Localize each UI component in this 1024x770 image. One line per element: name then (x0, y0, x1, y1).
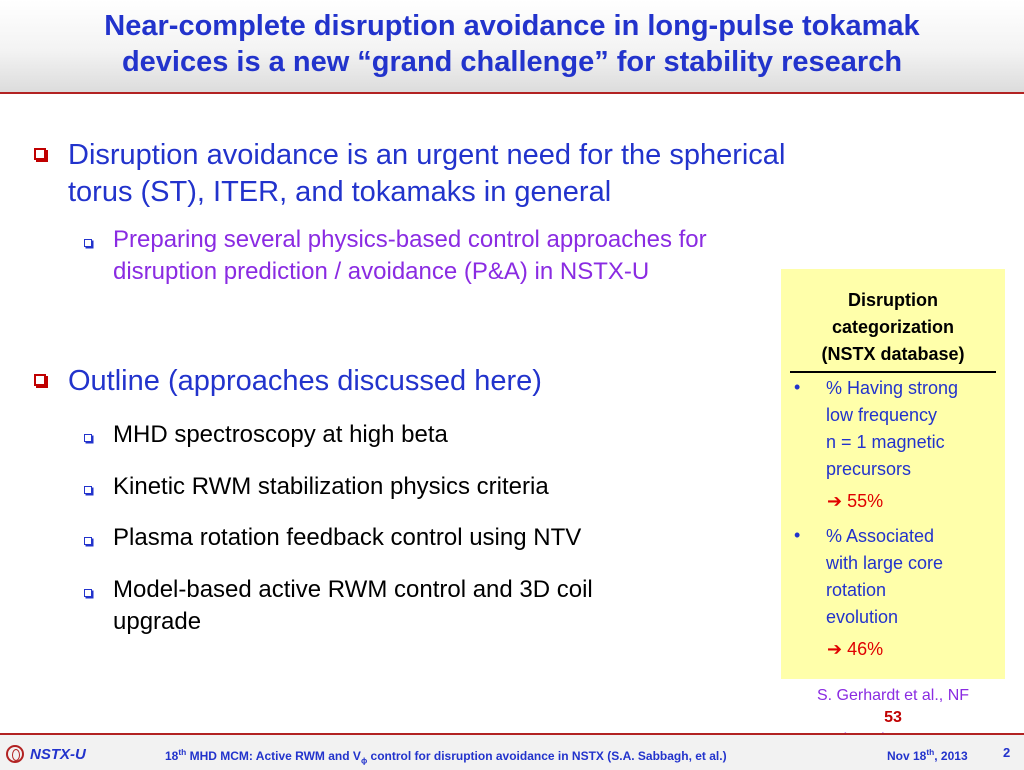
sidebox-item-rotation (826, 523, 943, 631)
sub-bullet-control-approaches (113, 224, 707, 288)
footer-date-part: , 2013 (934, 749, 968, 763)
sidebox-heading-line: (NSTX database) (821, 344, 965, 364)
sidebox-item-line: % Having strong (826, 378, 959, 398)
footer-text-sub: ϕ (360, 755, 368, 766)
square-bullet-icon (34, 373, 46, 391)
footer-date (887, 747, 968, 763)
dot-bullet-icon: • (794, 377, 801, 397)
square-bullet-icon (34, 147, 46, 165)
bullet-line: Disruption avoidance is an urgent need for the spherical (68, 139, 786, 171)
citation-line-1 (770, 685, 1016, 729)
sidebox-percent-rotation (827, 639, 883, 660)
footer-date-sup: th (926, 747, 935, 757)
bullet-outline: Outline (approaches discussed here) (68, 365, 542, 397)
sub-bullet-model-based-control (113, 574, 593, 638)
slide-title-line-2: devices is a new “grand challenge” for stability research (121, 46, 903, 78)
sidebox-heading (781, 287, 1005, 368)
sidebox-item-line: evolution (826, 607, 899, 627)
right-arrow-icon: ➔ (827, 491, 843, 511)
percent-value: 55% (847, 491, 884, 511)
disruption-categorization-box (781, 269, 1005, 679)
dot-bullet-icon: • (794, 525, 801, 545)
square-bullet-icon (84, 532, 92, 550)
footer-text-part: MHD MCM: Active RWM and V (186, 749, 361, 763)
sub-bullet-line: Preparing several physics-based control approaches for (113, 226, 707, 253)
square-bullet-icon (84, 429, 92, 447)
right-arrow-icon: ➔ (827, 639, 843, 659)
sub-bullet-kinetic-rwm: Kinetic RWM stabilization physics criteria (113, 473, 549, 500)
citation-volume: 53 (884, 709, 902, 726)
bullet-disruption-avoidance (68, 137, 785, 211)
footer (0, 733, 1024, 770)
sidebox-divider (790, 371, 996, 373)
sub-bullet-mhd-spectroscopy: MHD spectroscopy at high beta (113, 421, 448, 448)
percent-value: 46% (847, 639, 884, 659)
footer-title (165, 747, 727, 765)
logo-text: NSTX-U (30, 745, 86, 763)
footer-date-part: Nov 18 (887, 749, 927, 763)
sidebox-item-line: % Associated (826, 526, 935, 546)
sidebox-item-precursors (826, 375, 958, 483)
sidebox-item-line: precursors (826, 459, 912, 479)
sidebox-heading-line: Disruption (848, 290, 938, 310)
sidebox-item-line: n = 1 magnetic (826, 432, 945, 452)
nstx-u-logo (6, 743, 86, 765)
square-bullet-icon (84, 234, 92, 252)
citation-prefix: S. Gerhardt et al., NF (816, 687, 970, 704)
square-bullet-icon (84, 481, 92, 499)
sidebox-heading-line: categorization (831, 317, 955, 337)
bullet-line: torus (ST), ITER, and tokamaks in general (68, 176, 612, 208)
sub-bullet-line: upgrade (113, 608, 202, 635)
footer-text-part: control for disruption avoidance in NSTX (S.A. Sabbagh, et al.) (367, 749, 727, 763)
sidebox-item-line: rotation (826, 580, 887, 600)
sidebox-percent-precursors (827, 491, 883, 512)
footer-text-part: 18 (165, 749, 179, 763)
sub-bullet-line: disruption prediction / avoidance (P&A) in NSTX-U (113, 258, 650, 285)
title-bar (0, 0, 1024, 94)
footer-text-sup: th (178, 747, 187, 757)
sub-bullet-line: Model-based active RWM control and 3D coil (113, 576, 593, 603)
nstx-u-logo-icon (6, 745, 24, 763)
sidebox-item-line: with large core (826, 553, 944, 573)
sidebox-item-line: low frequency (826, 405, 938, 425)
slide-title-line-1: Near-complete disruption avoidance in long-pulse tokamak (104, 10, 920, 42)
sub-bullet-rotation-feedback: Plasma rotation feedback control using NTV (113, 524, 582, 551)
square-bullet-icon (84, 584, 92, 602)
slide-title (0, 8, 1024, 80)
page-number: 2 (1003, 745, 1011, 760)
